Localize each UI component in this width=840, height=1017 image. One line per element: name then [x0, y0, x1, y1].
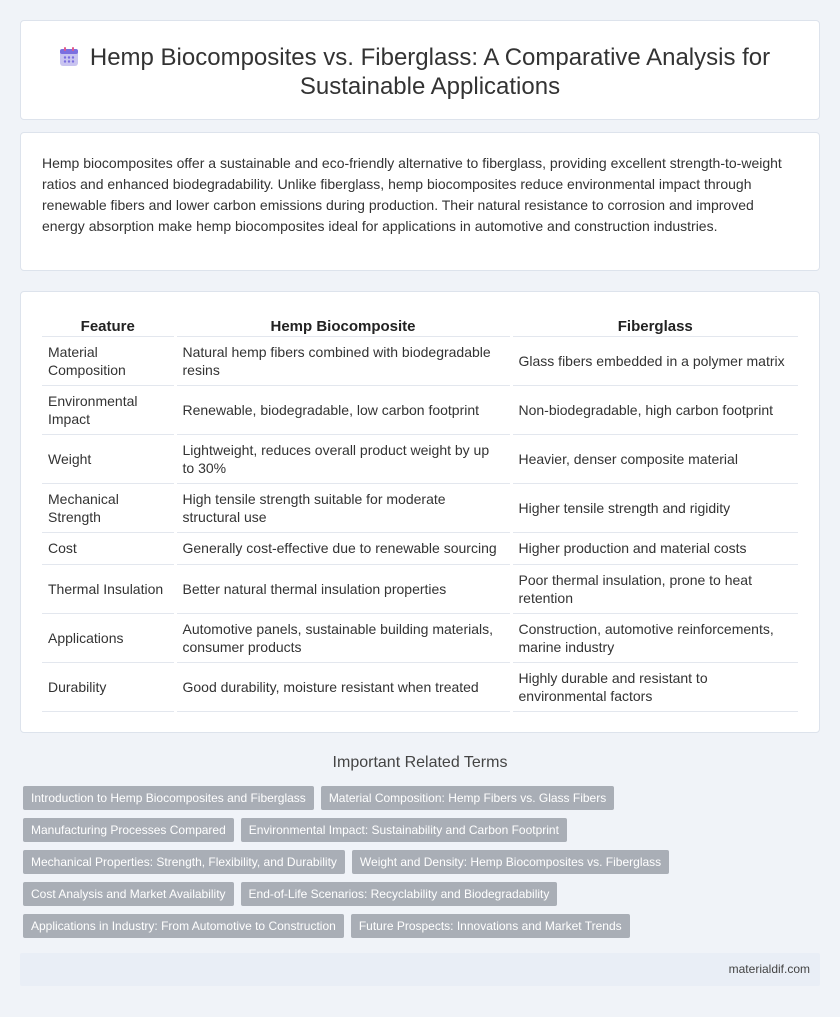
cell-feature: Durability [42, 662, 175, 711]
cell-fiberglass: Heavier, denser composite material [511, 434, 798, 483]
cell-fiberglass: Construction, automotive reinforcements, marine industry [511, 613, 798, 662]
cell-hemp: Renewable, biodegradable, low carbon footprint [175, 385, 511, 434]
related-term-tag[interactable]: Cost Analysis and Market Availability [23, 882, 234, 906]
table-row [42, 564, 798, 613]
cell-feature: Thermal Insulation [42, 564, 175, 613]
intro-paragraph: Hemp biocomposites offer a sustainable and eco-friendly alternative to fiberglass, providing excellent strength-to-weight ratios and enhanced biodegradability. Unlike fiberglass, hemp biocomposites reduce environmental impact through renewable fibers and lower carbon emissions during production. Their natural resistance to corrosion and improved energy absorption make hemp biocomposites ideal for applications in automotive and construction industries. [42, 155, 782, 234]
cell-hemp: Better natural thermal insulation properties [175, 564, 511, 613]
cell-fiberglass: Poor thermal insulation, prone to heat retention [511, 564, 798, 613]
related-terms-list [23, 786, 803, 938]
cell-hemp: High tensile strength suitable for moderate structural use [175, 483, 511, 532]
header-feature: Feature [42, 314, 175, 336]
cell-feature: Cost [42, 532, 175, 564]
cell-feature: Weight [42, 434, 175, 483]
cell-feature: Mechanical Strength [42, 483, 175, 532]
header-fiberglass: Fiberglass [511, 314, 798, 336]
related-term-tag[interactable]: Material Composition: Hemp Fibers vs. Glass Fibers [321, 786, 614, 810]
cell-hemp: Generally cost-effective due to renewable sourcing [175, 532, 511, 564]
table-row [42, 613, 798, 662]
related-term-tag[interactable]: Manufacturing Processes Compared [23, 818, 234, 842]
cell-hemp: Natural hemp fibers combined with biodegradable resins [175, 336, 511, 385]
table-row [42, 662, 798, 711]
table-row [42, 483, 798, 532]
related-term-tag[interactable]: Environmental Impact: Sustainability and Carbon Footprint [241, 818, 567, 842]
cell-fiberglass: Glass fibers embedded in a polymer matrix [511, 336, 798, 385]
footer-site-link[interactable]: materialdif.com [728, 962, 810, 976]
cell-fiberglass: Highly durable and resistant to environmental factors [511, 662, 798, 711]
cell-feature: Material Composition [42, 336, 175, 385]
footer-bar [20, 953, 820, 986]
intro-card [20, 132, 820, 271]
header-card [20, 20, 820, 120]
table-row [42, 385, 798, 434]
cell-fiberglass: Higher production and material costs [511, 532, 798, 564]
related-term-tag[interactable]: Applications in Industry: From Automotive to Construction [23, 914, 344, 938]
cell-fiberglass: Higher tensile strength and rigidity [511, 483, 798, 532]
table-row [42, 532, 798, 564]
table-row [42, 434, 798, 483]
related-term-tag[interactable]: Future Prospects: Innovations and Market Trends [351, 914, 630, 938]
cell-hemp: Automotive panels, sustainable building materials, consumer products [175, 613, 511, 662]
cell-fiberglass: Non-biodegradable, high carbon footprint [511, 385, 798, 434]
cell-feature: Environmental Impact [42, 385, 175, 434]
related-term-tag[interactable]: Mechanical Properties: Strength, Flexibility, and Durability [23, 850, 345, 874]
table-header-row [42, 314, 798, 336]
cell-hemp: Good durability, moisture resistant when treated [175, 662, 511, 711]
cell-feature: Applications [42, 613, 175, 662]
comparison-table [42, 314, 798, 712]
related-terms-heading: Important Related Terms [332, 754, 508, 771]
related-term-tag[interactable]: Weight and Density: Hemp Biocomposites vs. Fiberglass [352, 850, 669, 874]
cell-hemp: Lightweight, reduces overall product weight by up to 30% [175, 434, 511, 483]
related-term-tag[interactable]: End-of-Life Scenarios: Recyclability and Biodegradability [241, 882, 558, 906]
related-term-tag[interactable]: Introduction to Hemp Biocomposites and Fiberglass [23, 786, 314, 810]
page-title: Hemp Biocomposites vs. Fiberglass: A Comparative Analysis for Sustainable Applications [89, 44, 771, 100]
table-row [42, 336, 798, 385]
comparison-table-card [20, 291, 820, 733]
header-hemp: Hemp Biocomposite [175, 314, 511, 336]
